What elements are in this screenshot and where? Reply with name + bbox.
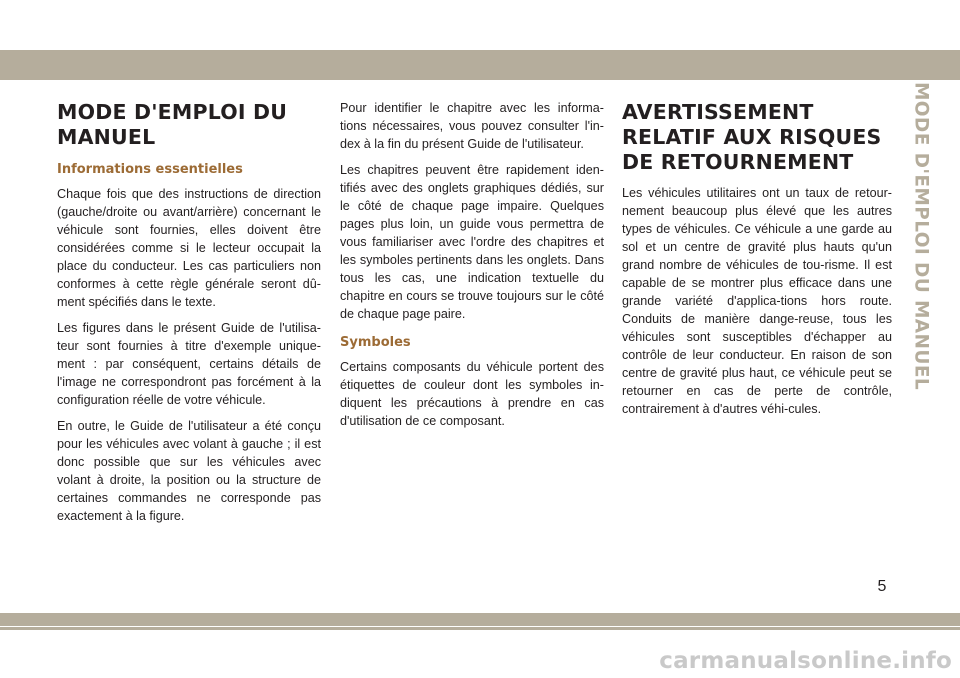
paragraph-onglets: Les chapitres peuvent être rapidement iden-tifiés avec des onglets graphiques dédiés, sur le côté de chaque page impaire. Quelques pages plus loin, un guide vous permettra de vous familiariser avec l'ordre des chapitres et les symboles pertinents dans les onglets. Dans tous les cas, une indication textuelle du chapitre en cours se trouve toujours sur le côté de chaque page paire. — [340, 163, 604, 321]
footer-band — [0, 613, 960, 626]
chapter-side-tab-label: MODE D'EMPLOI DU MANUEL — [910, 81, 932, 391]
subheading-informations-essentielles: Informations essentielles — [57, 162, 243, 177]
paragraph-index: Pour identifier le chapitre avec les informa-tions nécessaires, vous pouvez consulter l'in-dex à la fin du présent Guide de l'utilisateur. — [340, 101, 604, 151]
column-right — [622, 100, 892, 426]
section-title-mode-emploi: MODE D'EMPLOI DU MANUEL — [57, 100, 288, 149]
section-title-avertissement: AVERTISSEMENT RELATIF AUX RISQUES DE RETOURNEMENT — [622, 100, 882, 174]
paragraph-directions: Chaque fois que des instructions de direction (gauche/droite ou avant/arrière) concernant le véhicule sont fournies, elles doivent être considérées comme si le lecteur occupait la place du conducteur. Les cas particuliers non conformes à cette règle générale seront dû-ment spécifiés dans le texte. — [57, 187, 321, 309]
column-left — [57, 100, 321, 533]
subheading-symboles: Symboles — [340, 335, 411, 350]
paragraph-symboles: Certains composants du véhicule portent des étiquettes de couleur dont les symboles in-diquent les précautions à prendre en cas d'utilisation de ce composant. — [340, 360, 604, 428]
column-middle — [340, 99, 604, 438]
watermark-text: carmanualsonline.info — [659, 648, 952, 674]
paragraph-retournement: Les véhicules utilitaires ont un taux de retour-nement beaucoup plus élevé que les autres types de véhicules. Ce véhicule a une garde au sol et un centre de gravité plus hauts qu'un grand nombre de véhicules de tou-risme. Il est capable de se montrer plus efficace dans une grande variété d'applica-tions hors route. Conduits de manière dange-reuse, tous les véhicules sont susceptibles d'échapper au contrôle de leur conducteur. En raison de son centre de gravité plus haut, ce véhicule peut se retourner en cas de perte de contrôle, contrairement à d'autres véhi-cules. — [622, 186, 892, 416]
header-band — [0, 50, 960, 80]
page-number: 5 — [877, 578, 887, 595]
paragraph-figures: Les figures dans le présent Guide de l'utilisa-teur sont fournies à titre d'exemple unique-ment : par conséquent, certains détails de l'image ne correspondront pas forcément à la configuration réelle de votre véhicule. — [57, 321, 321, 407]
top-margin — [0, 0, 960, 50]
chapter-side-tab[interactable] — [904, 81, 938, 391]
footer-rule — [0, 627, 960, 630]
paragraph-volant: En outre, le Guide de l'utilisateur a été conçu pour les véhicules avec volant à gauche ; il est donc possible que sur les véhicules avec volant à droite, la position ou la structure de certaines commandes ne corresponde pas exactement à la figure. — [57, 419, 321, 523]
